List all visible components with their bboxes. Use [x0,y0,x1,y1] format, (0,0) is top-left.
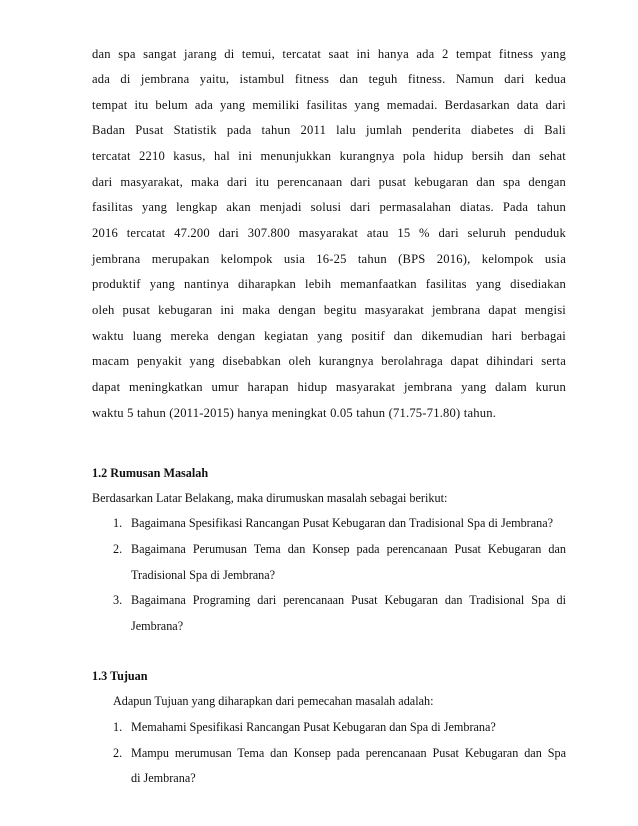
section-heading-tujuan: 1.3 Tujuan [92,669,148,683]
paragraph-line: dapat meningkatkan umur harapan hidup masyarakat jembrana yang dalam kurun [92,380,566,394]
paragraph-line: waktu 5 tahun (2011-2015) hanya meningkat 0.05 tahun (71.75-71.80) tahun. [92,406,497,420]
paragraph-line: jembrana merupakan kelompok usia 16-25 tahun (BPS 2016), kelompok usia [92,252,566,266]
list-item-line: Bagaimana Perumusan Tema dan Konsep pada perencanaan Pusat Kebugaran dan [131,542,566,556]
list-item-line: Bagaimana Spesifikasi Rancangan Pusat Kebugaran dan Tradisional Spa di Jembrana? [131,516,554,530]
paragraph-line: dari masyarakat, maka dari itu perencanaan dari pusat kebugaran dan spa dengan [92,175,566,189]
list-item-line: Mampu merumusan Tema dan Konsep pada perencanaan Pusat Kebugaran dan Spa [131,746,566,760]
list-number: 2. [113,746,123,760]
paragraph-line: tercatat 2210 kasus, hal ini menunjukkan kurangnya pola hidup bersih dan sehat [92,149,566,163]
list-item-line: Memahami Spesifikasi Rancangan Pusat Kebugaran dan Spa di Jembrana? [131,720,496,734]
list-number: 1. [113,720,123,734]
list-number: 1. [113,516,123,530]
paragraph-line: oleh pusat kebugaran ini maka dengan begitu masyarakat jembrana dapat mengisi [92,303,566,317]
list-item-line: Jembrana? [131,619,184,633]
section-intro-tujuan: Adapun Tujuan yang diharapkan dari pemecahan masalah adalah: [113,694,434,708]
list-item-line: Bagaimana Programing dari perencanaan Pusat Kebugaran dan Tradisional Spa di [131,593,566,607]
list-item-line: Tradisional Spa di Jembrana? [131,568,276,582]
paragraph-line: Badan Pusat Statistik pada tahun 2011 lalu jumlah penderita diabetes di Bali [92,123,566,137]
paragraph-line: 2016 tercatat 47.200 dari 307.800 masyarakat atau 15 % dari seluruh penduduk [92,226,566,240]
paragraph-line: fasilitas yang lengkap akan menjadi solusi dari permasalahan diatas. Pada tahun [92,200,566,214]
paragraph-line: macam penyakit yang disebabkan oleh kurangnya berolahraga dapat dihindari serta [92,354,566,368]
paragraph-line: tempat itu belum ada yang memiliki fasilitas yang memadai. Berdasarkan data dari [92,98,566,112]
section-intro-rumusan: Berdasarkan Latar Belakang, maka dirumuskan masalah sebagai berikut: [92,491,448,505]
paragraph-line: waktu luang mereka dengan kegiatan yang positif dan dikemudian hari berbagai [92,329,566,343]
paragraph-line: produktif yang nantinya diharapkan lebih memanfaatkan fasilitas yang disediakan [92,277,566,291]
list-item-line: di Jembrana? [131,771,196,785]
paragraph-line: ada di jembrana yaitu, istambul fitness dan teguh fitness. Namun dari kedua [92,72,566,86]
paragraph-line: dan spa sangat jarang di temui, tercatat saat ini hanya ada 2 tempat fitness yang [92,47,566,61]
list-number: 2. [113,542,123,556]
list-number: 3. [113,593,123,607]
section-heading-rumusan: 1.2 Rumusan Masalah [92,466,209,480]
